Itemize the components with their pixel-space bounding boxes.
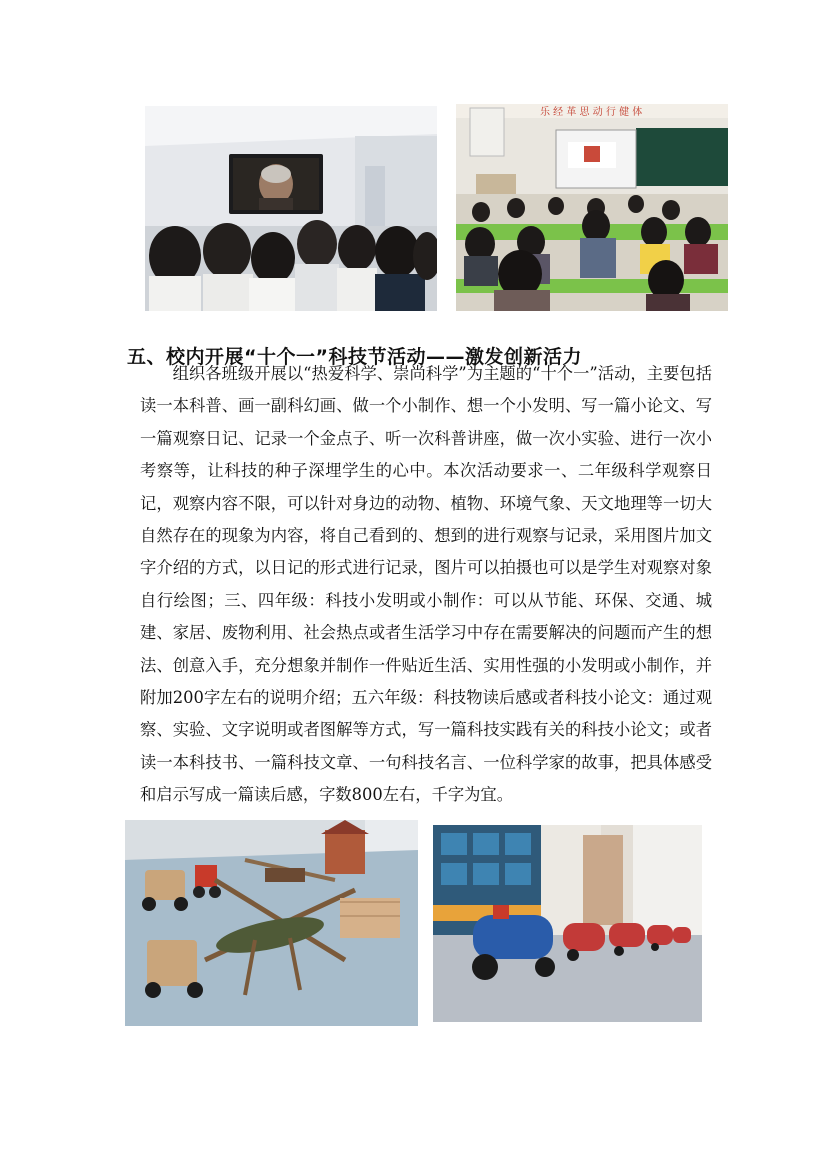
classroom-banner-text: 乐 经 革 思 动 行 健 体 bbox=[540, 107, 643, 118]
photo-wooden-model-crafts bbox=[125, 820, 418, 1026]
section-body bbox=[140, 358, 712, 812]
section-heading: 五、校内开展“十个一”科技节活动——激发创新活力 bbox=[127, 345, 582, 368]
photo-classroom-lecture bbox=[456, 104, 728, 311]
photo-students-watching-video bbox=[145, 106, 437, 311]
photo-can-train-craft bbox=[433, 825, 702, 1022]
body-paragraph: 组织各班级开展以“热爱科学、崇尚科学”为主题的“十个一”活动，主要包括读一本科普、画一副科幻画、做一个小制作、想一个小发明、写一篇小论文、写一篇观察日记、记录一个金点子、听一次科普讲座，做一次小实验、进行一次小考察等，让科技的种子深埋学生的心中。本次活动要求一、二年级科学观察日记，观察内容不限，可以针对身边的动物、植物、环境气象、天文地理等一切大自然存在的现象为内容，将自己看到的、想到的进行观察与记录，采用图片加文字介绍的方式，以日记的形式进行记录，图片可以拍摄也可以是学生对观察对象自行绘图；三、四年级：科技小发明或小制作：可以从节能、环保、交通、城建、家居、废物利用、社会热点或者生活学习中存在需要解决的问题而产生的想法、创意入手，充分想象并制作一件贴近生活、实用性强的小发明或小制作，并附加200字左右的说明介绍；五六年级：科技物读后感或者科技小论文：通过观察、实验、文字说明或者图解等方式，写一篇科技实践有关的科技小论文；或者读一本科技书、一篇科技文章、一句科技名言、一位科学家的故事，把具体感受和启示写成一篇读后感，字数800左右，千字为宜。 bbox=[140, 364, 712, 805]
